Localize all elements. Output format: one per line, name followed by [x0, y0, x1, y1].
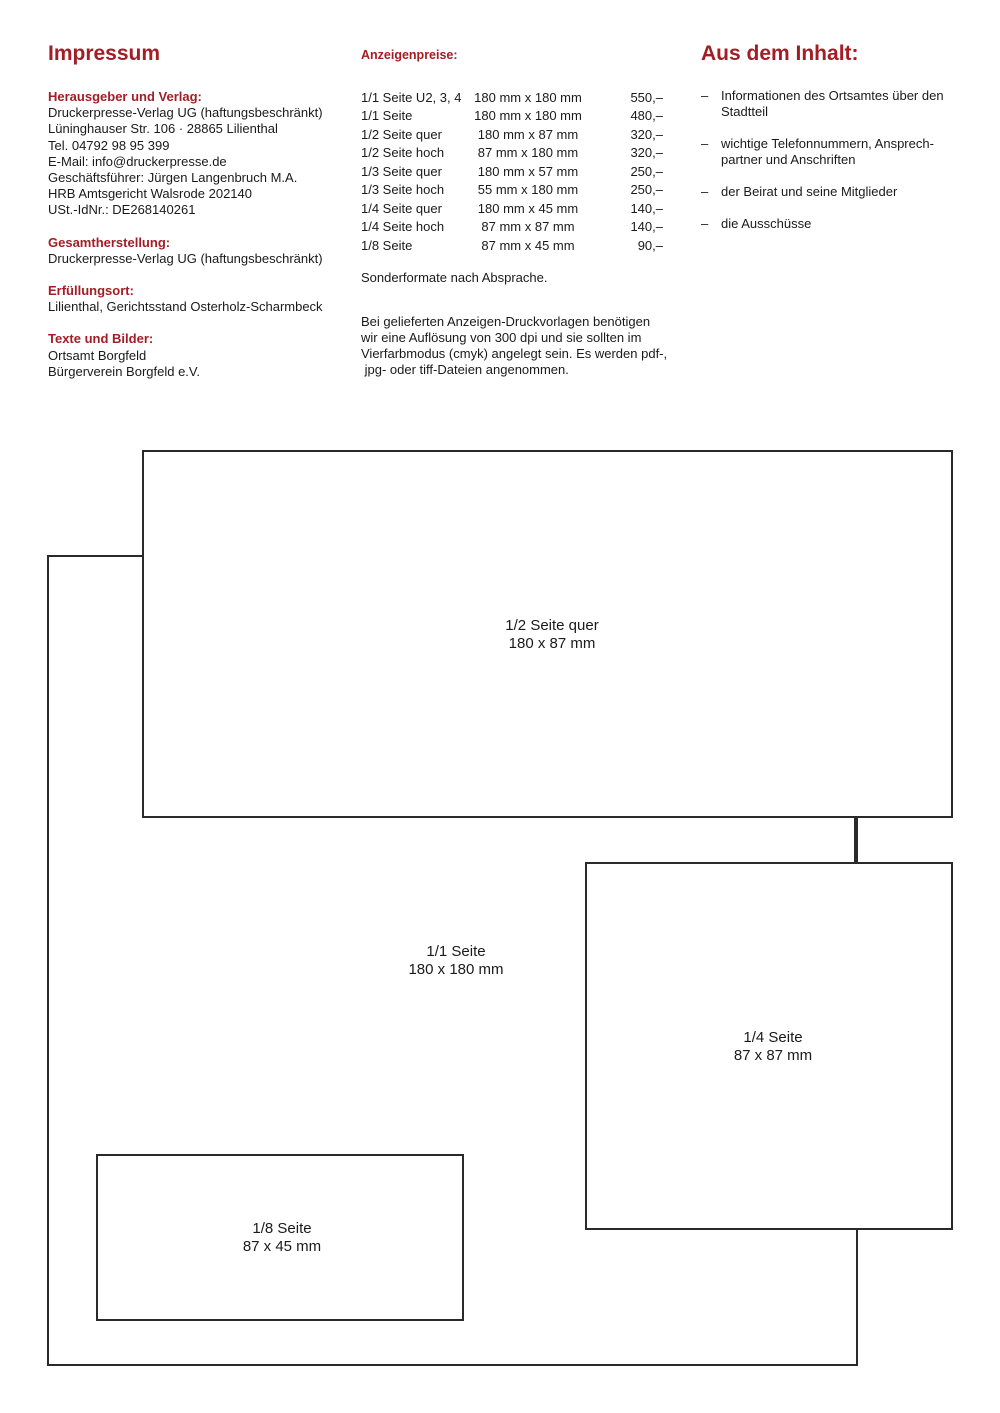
- format-cell: 1/1 Seite: [361, 108, 413, 124]
- table-row: [361, 218, 663, 237]
- contents-list: [701, 88, 957, 248]
- impressum-publisher: [48, 89, 338, 219]
- item-line: wichtige Telefonnummern, Ansprech-: [721, 136, 934, 151]
- format-cell: 1/2 Seite quer: [361, 126, 442, 142]
- price-cell: 140,–: [630, 219, 663, 235]
- item-line: partner und Anschriften: [721, 152, 856, 167]
- credits-line: Bürgerverein Borgfeld e.V.: [48, 363, 201, 379]
- table-row: [361, 181, 663, 200]
- publisher-line: Tel. 04792 98 95 399: [48, 137, 170, 153]
- format-cell: 1/4 Seite hoch: [361, 219, 445, 235]
- size-cell: 87 mm x 87 mm: [481, 219, 575, 235]
- format-cell: 1/3 Seite quer: [361, 163, 442, 179]
- item-line: die Ausschüsse: [721, 216, 812, 231]
- dash-bullet: –: [701, 136, 709, 151]
- print-template-note: [361, 314, 669, 378]
- dash-bullet: –: [701, 88, 709, 103]
- price-cell: 90,–: [637, 237, 663, 253]
- price-cell: 140,–: [630, 200, 663, 216]
- contents-title: Aus dem Inhalt:: [701, 42, 859, 65]
- dash-bullet: –: [701, 216, 709, 231]
- list-item: [701, 88, 957, 120]
- section-heading: Texte und Bilder:: [48, 331, 154, 347]
- section-heading: Gesamtherstellung:: [48, 234, 171, 250]
- table-row: [361, 199, 663, 218]
- table-row: [361, 88, 663, 107]
- size-cell: 87 mm x 45 mm: [481, 237, 575, 253]
- note-line: Vierfarbmodus (cmyk) angelegt sein. Es werden pdf-,: [361, 346, 668, 361]
- half-page-label: [402, 617, 702, 653]
- section-heading: Erfüllungsort:: [48, 283, 134, 299]
- price-cell: 550,–: [630, 89, 663, 105]
- publisher-line: Geschäftsführer: Jürgen Langenbruch M.A.: [48, 170, 298, 186]
- list-item: [701, 184, 957, 200]
- item-line: Stadtteil: [721, 104, 768, 119]
- price-cell: 480,–: [630, 108, 663, 124]
- size-name: 1/1 Seite: [426, 943, 486, 960]
- full-page-label: [306, 943, 606, 979]
- publisher-line: E-Mail: info@druckerpresse.de: [48, 153, 227, 169]
- impressum-place: [48, 283, 338, 315]
- impressum-credits: [48, 331, 338, 380]
- size-cell: 180 mm x 180 mm: [474, 89, 582, 105]
- price-cell: 320,–: [630, 145, 663, 161]
- size-dimensions: 180 x 180 mm: [408, 961, 504, 978]
- table-row: [361, 125, 663, 144]
- table-row: [361, 144, 663, 163]
- price-table: [361, 88, 663, 255]
- size-cell: 55 mm x 180 mm: [477, 182, 579, 198]
- publisher-line: HRB Amtsgericht Walsrode 202140: [48, 186, 253, 202]
- size-cell: 87 mm x 180 mm: [477, 145, 579, 161]
- table-row: [361, 107, 663, 126]
- impressum-production: [48, 235, 338, 267]
- place-line: Lilienthal, Gerichtsstand Osterholz-Scharmbeck: [48, 299, 323, 315]
- connector-line: [854, 816, 856, 864]
- eighth-page-label: [132, 1220, 432, 1256]
- price-cell: 250,–: [630, 163, 663, 179]
- size-cell: 180 mm x 180 mm: [474, 108, 582, 124]
- size-name: 1/2 Seite quer: [505, 617, 599, 634]
- price-cell: 250,–: [630, 182, 663, 198]
- prices-title: Anzeigenpreise:: [361, 48, 458, 62]
- impressum-column: [48, 89, 338, 396]
- note-line: jpg- oder tiff-Dateien angenommen.: [361, 362, 569, 377]
- table-row: [361, 162, 663, 181]
- credits-line: Ortsamt Borgfeld: [48, 347, 147, 363]
- note-line: wir eine Auflösung von 300 dpi und sie sollten im: [361, 330, 642, 345]
- format-cell: 1/1 Seite U2, 3, 4: [361, 89, 462, 105]
- format-cell: 1/2 Seite hoch: [361, 145, 445, 161]
- impressum-title: Impressum: [48, 42, 161, 65]
- quarter-page-label: [623, 1029, 923, 1065]
- note-line: Bei gelieferten Anzeigen-Druckvorlagen benötigen: [361, 314, 651, 329]
- dash-bullet: –: [701, 184, 709, 199]
- table-row: [361, 236, 663, 255]
- section-heading: Herausgeber und Verlag:: [48, 89, 202, 104]
- size-cell: 180 mm x 57 mm: [477, 163, 579, 179]
- publisher-line: USt.-IdNr.: DE268140261: [48, 202, 196, 218]
- size-name: 1/4 Seite: [743, 1029, 803, 1046]
- publisher-line: Lüninghauser Str. 106 · 28865 Lilienthal: [48, 121, 278, 137]
- item-line: Informationen des Ortsamtes über den: [721, 88, 944, 103]
- format-cell: 1/8 Seite: [361, 237, 413, 253]
- production-line: Druckerpresse-Verlag UG (haftungsbeschränkt): [48, 250, 323, 266]
- size-dimensions: 87 x 45 mm: [242, 1238, 322, 1255]
- size-cell: 180 mm x 87 mm: [477, 126, 579, 142]
- list-item: [701, 136, 957, 168]
- size-name: 1/8 Seite: [252, 1220, 312, 1237]
- size-cell: 180 mm x 45 mm: [477, 200, 579, 216]
- format-cell: 1/3 Seite hoch: [361, 182, 445, 198]
- size-dimensions: 180 x 87 mm: [508, 635, 596, 652]
- format-cell: 1/4 Seite quer: [361, 200, 442, 216]
- size-dimensions: 87 x 87 mm: [733, 1047, 813, 1064]
- special-formats-note: Sonderformate nach Absprache.: [361, 270, 548, 285]
- price-cell: 320,–: [630, 126, 663, 142]
- list-item: [701, 216, 957, 232]
- item-line: der Beirat und seine Mitglieder: [721, 184, 898, 199]
- publisher-line: Druckerpresse-Verlag UG (haftungsbeschränkt): [48, 105, 323, 121]
